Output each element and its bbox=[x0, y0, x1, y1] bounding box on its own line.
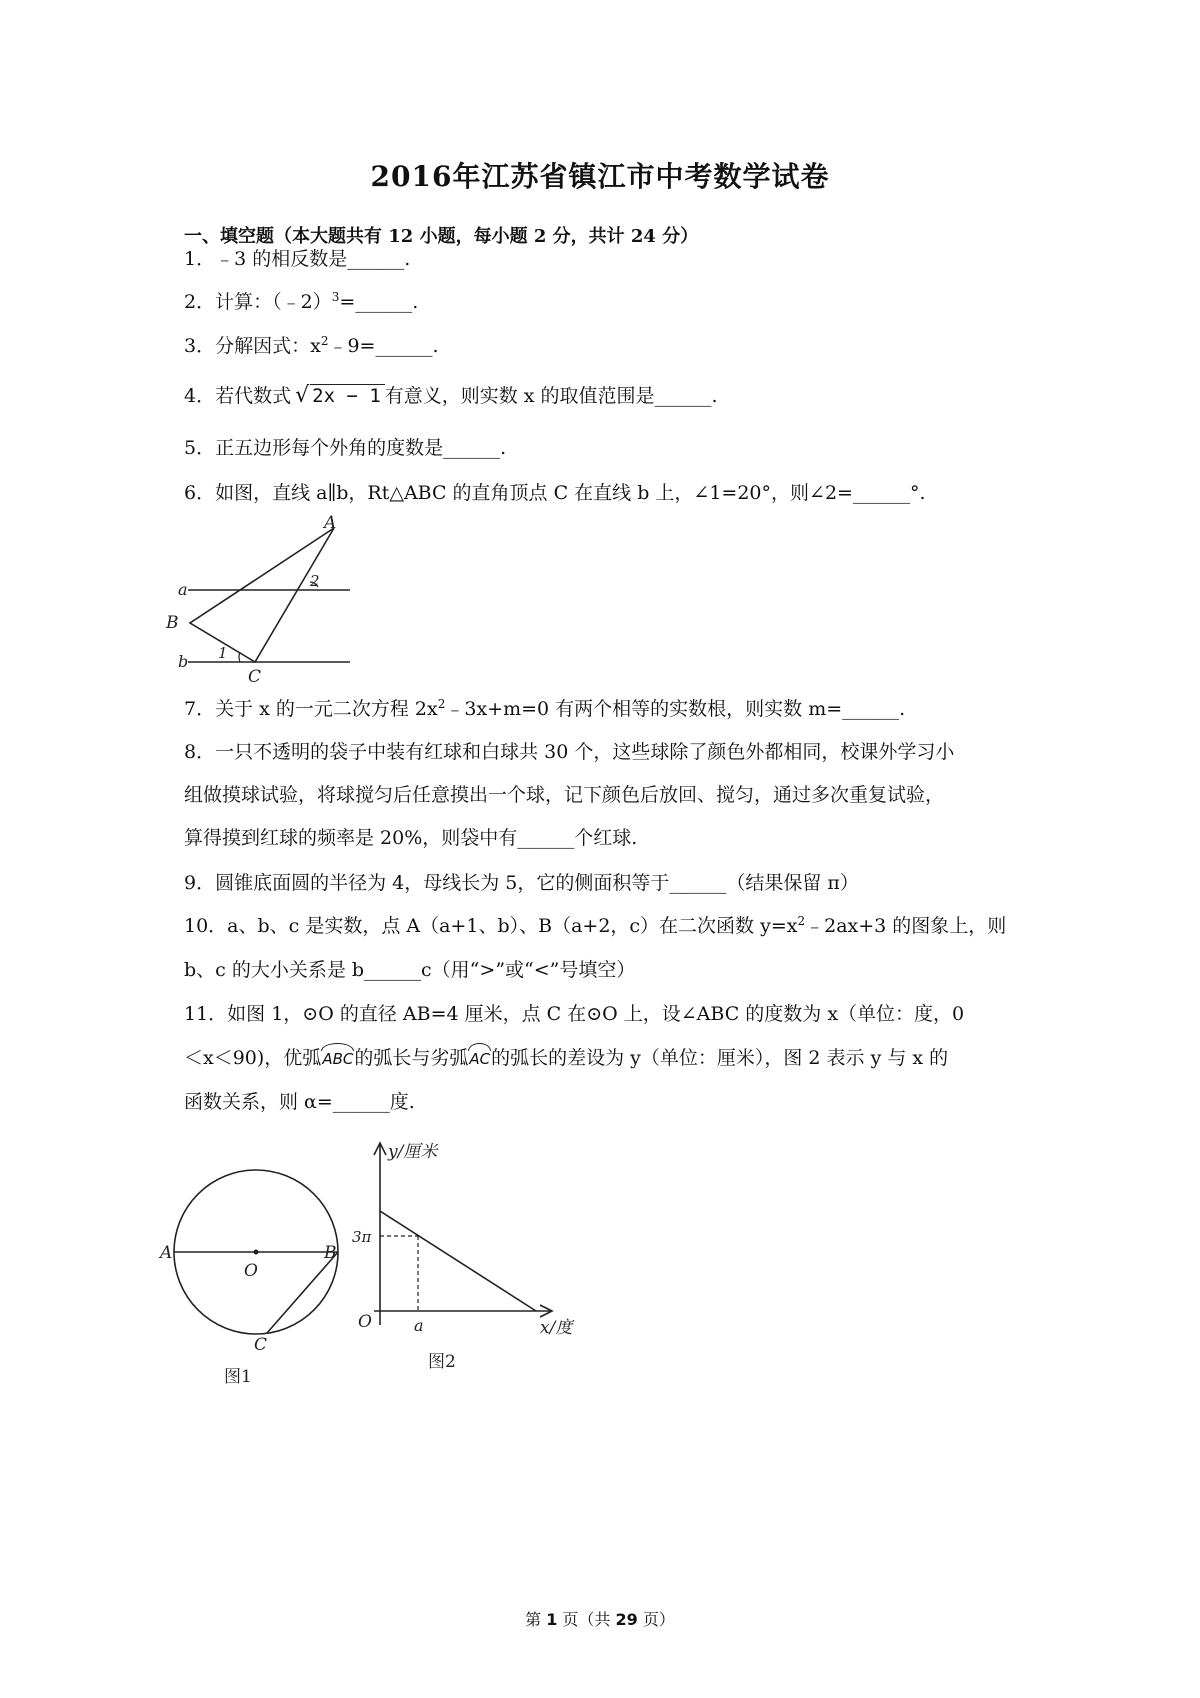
triangle-abc bbox=[190, 528, 334, 662]
origin-label: O bbox=[358, 1312, 372, 1332]
question-11-line-3: 函数关系，则 α=______度. bbox=[184, 1091, 415, 1113]
question-7 bbox=[184, 697, 905, 721]
footer-text: 页（共 bbox=[557, 1610, 616, 1629]
x-axis-label: x/度 bbox=[540, 1318, 573, 1338]
function-line bbox=[380, 1211, 536, 1311]
question-3 bbox=[184, 334, 439, 358]
label-O: O bbox=[244, 1261, 258, 1281]
question-6: 6．如图，直线 a∥b，Rt△ABC 的直角顶点 C 在直线 b 上，∠1=20°，则∠2=______°. bbox=[184, 482, 926, 504]
question-10-text: 10．a、b、c 是实数，点 A（a+1、b）、B（a+2，c）在二次函数 y=x bbox=[184, 915, 798, 937]
radical-sign: √ bbox=[295, 383, 310, 408]
figure-6 bbox=[160, 510, 360, 688]
question-8-line-1: 8．一只不透明的袋子中装有红球和白球共 30 个，这些球除了颜色外都相同，校课外学习小 bbox=[184, 741, 955, 763]
exponent: 3 bbox=[331, 290, 340, 304]
footer-text: 第 bbox=[525, 1610, 547, 1629]
angle-1-arc bbox=[239, 652, 240, 662]
footer-text: 页） bbox=[637, 1610, 675, 1629]
question-11-line-1: 11．如图 1，⊙O 的直径 AB=4 厘米，点 C 在⊙O 上，设∠ABC 的度数为 x（单位：度，0 bbox=[184, 1003, 965, 1025]
y-tick-label: 3π bbox=[352, 1228, 372, 1246]
question-1: 1．﹣3 的相反数是______. bbox=[184, 248, 411, 270]
minor-arc-ac: AC bbox=[468, 1047, 491, 1071]
question-2-blank: =______. bbox=[339, 291, 419, 313]
page-title: 2016年江苏省镇江市中考数学试卷 bbox=[370, 160, 830, 193]
center-point bbox=[254, 1250, 259, 1255]
figure-2-caption: 图2 bbox=[428, 1352, 456, 1372]
question-4-tail: 有意义，则实数 x 的取值范围是______. bbox=[384, 385, 718, 407]
label-b: b bbox=[178, 652, 189, 671]
question-4 bbox=[184, 384, 718, 408]
figure-1-circle bbox=[160, 1160, 360, 1390]
label-a: a bbox=[178, 580, 188, 599]
exponent: 2 bbox=[797, 914, 806, 928]
major-arc-abc: ABC bbox=[321, 1047, 354, 1071]
total-pages: 29 bbox=[615, 1610, 638, 1629]
question-10-tail: ﹣2ax+3 的图象上，则 bbox=[805, 915, 1007, 937]
question-8-line-3: 算得摸到红球的频率是 20%，则袋中有______个红球. bbox=[184, 827, 638, 849]
question-2 bbox=[184, 290, 418, 314]
question-7-tail: ﹣3x+m=0 有两个相等的实数根，则实数 m=______. bbox=[445, 698, 906, 720]
question-11-line-2 bbox=[184, 1046, 948, 1071]
question-11-text-a: ＜x＜90)，优弧 bbox=[184, 1047, 322, 1069]
question-3-text: 3．分解因式：x bbox=[184, 335, 321, 357]
question-9: 9．圆锥底面圆的半径为 4，母线长为 5，它的侧面积等于______（结果保留 π） bbox=[184, 872, 859, 894]
angle-1-label: 1 bbox=[218, 644, 228, 662]
question-3-blank: ﹣9=______. bbox=[328, 335, 439, 357]
question-11-text-c: 的弧长的差设为 y（单位：厘米），图 2 表示 y 与 x 的 bbox=[491, 1047, 949, 1069]
page-number: 1 bbox=[546, 1610, 558, 1629]
question-2-text: 2．计算：（﹣2） bbox=[184, 291, 332, 313]
question-7-text: 7．关于 x 的一元二次方程 2x bbox=[184, 698, 438, 720]
question-4-text: 4．若代数式 bbox=[184, 385, 292, 407]
exponent: 2 bbox=[437, 697, 446, 711]
label-B: B bbox=[166, 613, 179, 633]
section-heading: 一、填空题（本大题共有 12 小题，每小题 2 分，共计 24 分） bbox=[184, 226, 699, 247]
question-11-text-b: 的弧长与劣弧 bbox=[354, 1047, 469, 1069]
angle-2-label: 2 bbox=[310, 572, 320, 590]
question-10-line-1 bbox=[184, 914, 1006, 938]
figure-2-graph bbox=[350, 1135, 590, 1385]
label-C: C bbox=[254, 1335, 268, 1355]
page-footer bbox=[0, 1607, 1200, 1630]
label-B: B bbox=[324, 1243, 337, 1263]
exponent: 2 bbox=[320, 334, 329, 348]
label-A: A bbox=[324, 513, 337, 533]
y-axis-label: y/厘米 bbox=[388, 1142, 438, 1162]
question-8-line-2: 组做摸球试验，将球搅匀后任意摸出一个球，记下颜色后放回、搅匀，通过多次重复试验， bbox=[184, 784, 945, 806]
figure-1-caption: 图1 bbox=[224, 1367, 252, 1387]
label-A: A bbox=[160, 1243, 173, 1263]
radicand: 2x − 1 bbox=[310, 384, 385, 406]
label-C: C bbox=[248, 667, 262, 687]
x-tick-label: a bbox=[414, 1316, 424, 1335]
question-5: 5．正五边形每个外角的度数是______. bbox=[184, 437, 507, 459]
question-10-line-2: b、c 的大小关系是 b______c（用“>”或“<”号填空） bbox=[184, 959, 636, 981]
